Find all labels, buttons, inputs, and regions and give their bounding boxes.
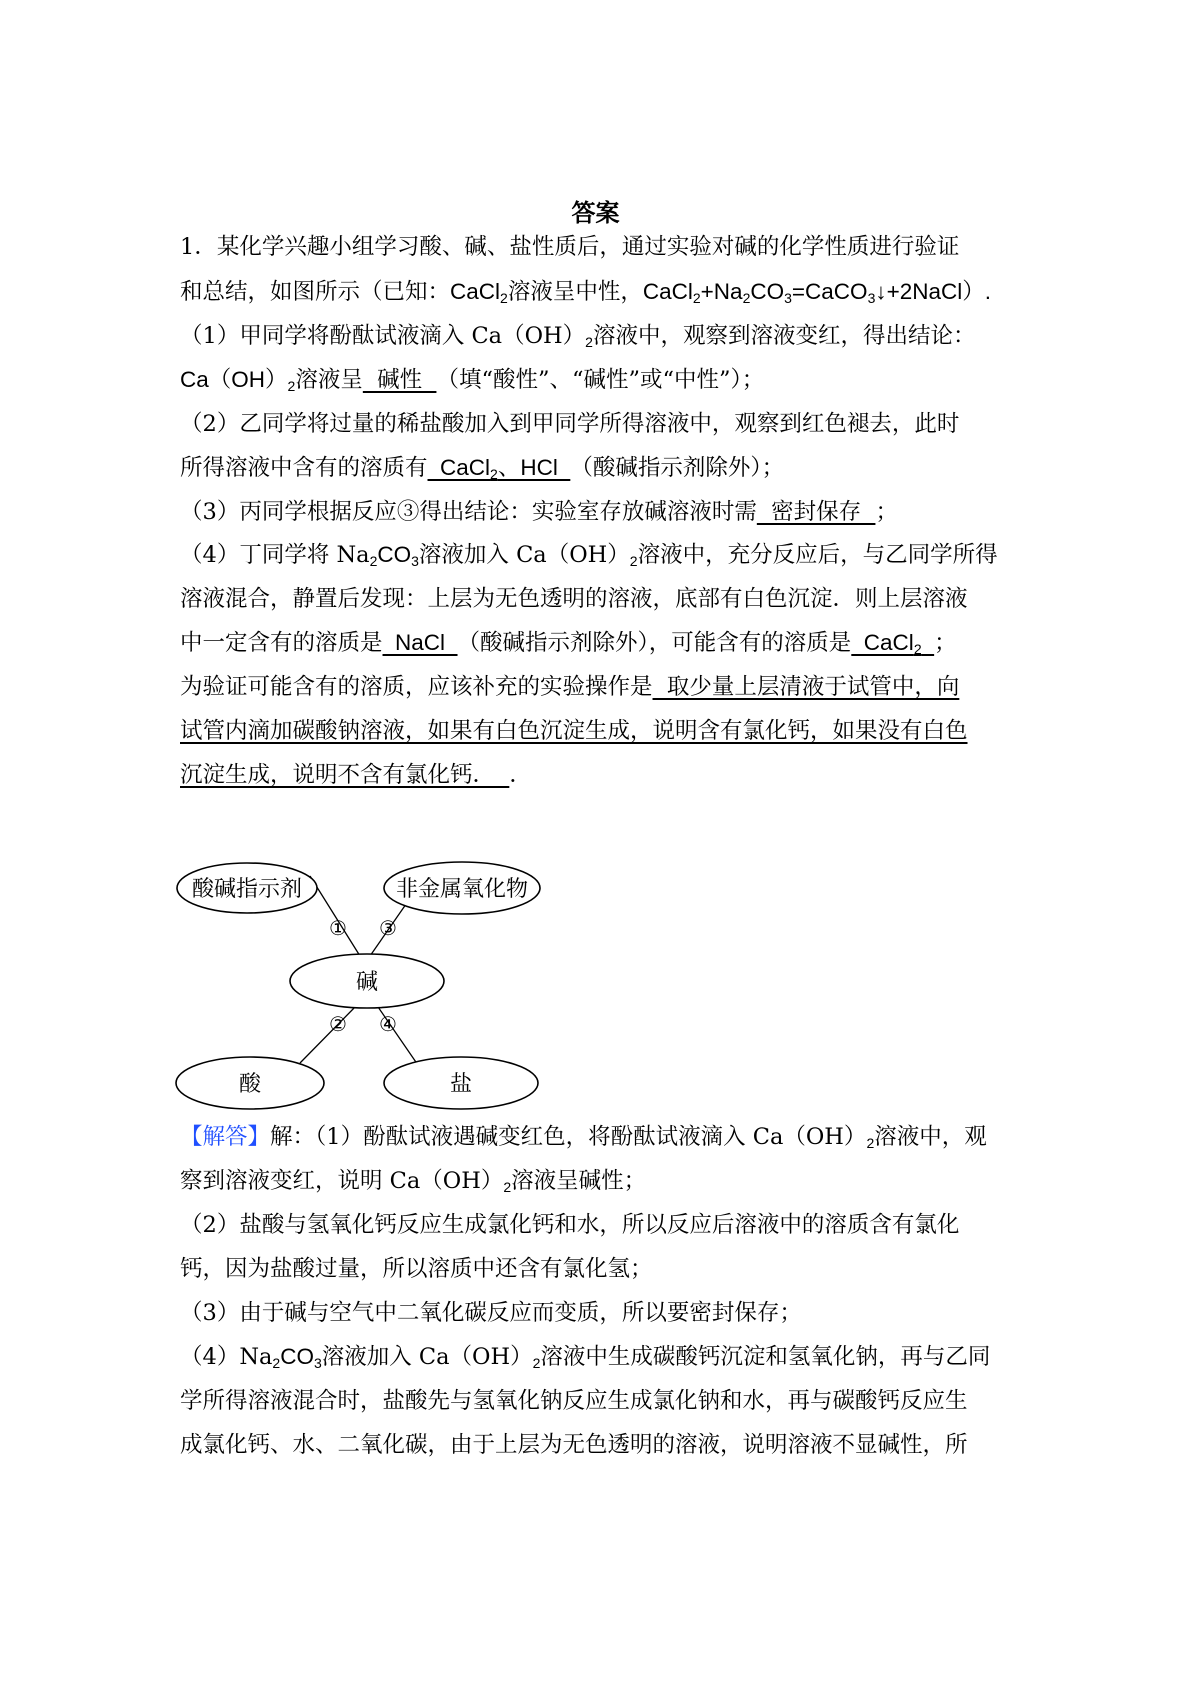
answer-blank: NaCl <box>382 630 458 655</box>
text: 溶液加入 Ca（OH） <box>321 1344 533 1370</box>
text: 和总结，如图所示（已知： <box>180 279 451 305</box>
text: （3）由于碱与空气中二氧化碳反应而变质，所以要密封保存； <box>180 1300 802 1326</box>
q1-line-2 <box>180 277 991 307</box>
reaction-label-4: ④ <box>379 1012 397 1036</box>
solution-line-4 <box>180 1254 653 1284</box>
text: （2）乙同学将过量的稀盐酸加入到甲同学所得溶液中，观察到红色褪去，此时 <box>180 411 960 437</box>
subscript: 3 <box>313 1355 322 1371</box>
q1-line-1 <box>180 232 959 262</box>
q1-part4-line-4 <box>180 672 959 702</box>
answer-blank <box>428 455 571 480</box>
answer-text: CaCl <box>851 630 914 655</box>
q1-part2-line-2 <box>180 453 784 483</box>
text: （酸碱指示剂除外），可能含有的溶质是 <box>457 630 852 656</box>
answer-blank: 沉淀生成，说明不含有氯化钙． <box>180 762 510 788</box>
text: 溶液中生成碳酸钙沉淀和氢氧化钠，再与乙同 <box>540 1344 991 1370</box>
subscript: 3 <box>784 290 792 306</box>
page-title: 答案 <box>571 198 620 227</box>
reaction-label-1: ① <box>329 916 347 940</box>
text: 溶液加入 Ca（OH） <box>418 542 630 568</box>
text: （4）Na <box>180 1344 273 1370</box>
solution-line-6 <box>180 1342 990 1372</box>
solution-line-5 <box>180 1298 802 1328</box>
text: ． <box>509 762 532 788</box>
text: （填“酸性”、“碱性”或“中性”）； <box>436 367 765 393</box>
formula: CO <box>280 1344 314 1369</box>
solution-line-1 <box>180 1122 987 1152</box>
subscript: 2 <box>490 466 498 482</box>
q1-part1-line-1 <box>180 321 975 351</box>
formula: ↓+2NaCl）. <box>875 279 992 304</box>
solution-line-3 <box>180 1210 959 1240</box>
text: 钙，因为盐酸过量，所以溶质中还含有氯化氢； <box>180 1256 653 1282</box>
subscript: 2 <box>742 290 751 306</box>
formula: =CaCO <box>791 279 868 304</box>
q1-part4-line-2 <box>180 584 968 614</box>
node-nonmetal-oxide-label: 非金属氧化物 <box>395 877 529 902</box>
text: （3）丙同学根据反应③得出结论：实验室存放碱溶液时需 <box>180 499 757 525</box>
q1-part3-line <box>180 497 898 527</box>
solution-line-8 <box>180 1430 968 1460</box>
text: 溶液呈中性， <box>507 279 643 305</box>
subscript: 3 <box>411 553 419 569</box>
text: （酸碱指示剂除外）； <box>570 455 785 481</box>
formula: Ca（OH） <box>180 367 288 392</box>
subscript: 2 <box>503 1179 512 1195</box>
answer-text: CaCl <box>427 455 491 480</box>
subscript: 2 <box>585 334 593 350</box>
text: 溶液呈 <box>295 367 363 393</box>
text: 学所得溶液混合时，盐酸先与氢氧化钠反应生成氯化钠和水，再与碳酸钙反应生 <box>180 1388 968 1414</box>
answer-pad <box>922 630 935 655</box>
q1-part4-line-5 <box>180 716 968 746</box>
text: 溶液中，观 <box>874 1124 987 1150</box>
q1-part4-line-6 <box>180 760 532 790</box>
answer-blank <box>851 630 934 655</box>
text: ； <box>875 499 898 525</box>
text: 1．某化学兴趣小组学习酸、碱、盐性质后，通过实验对碱的化学性质进行验证 <box>180 234 960 260</box>
subscript: 2 <box>692 290 701 306</box>
solution-line-2 <box>180 1166 646 1196</box>
subscript: 2 <box>369 553 378 569</box>
q1-part4-line-1 <box>180 540 998 570</box>
node-indicator-label: 酸碱指示剂 <box>191 877 303 902</box>
text: 溶液呈碱性； <box>511 1168 647 1194</box>
solution-line-7 <box>180 1386 968 1416</box>
text: （4）丁同学将 Na <box>180 542 370 568</box>
formula: CaCl <box>450 279 501 304</box>
subscript: 2 <box>913 641 922 657</box>
text: 所得溶液中含有的溶质有 <box>180 455 428 481</box>
formula: +Na <box>700 279 743 304</box>
formula: CO <box>377 542 412 567</box>
subscript: 2 <box>629 553 638 569</box>
subscript: 3 <box>867 290 876 306</box>
answer-blank: 密封保存 <box>756 499 876 525</box>
subscript: 2 <box>866 1135 875 1151</box>
text: 解：（1）酚酞试液遇碱变红色，将酚酞试液滴入 Ca（OH） <box>270 1124 867 1150</box>
subscript: 2 <box>532 1355 541 1371</box>
text: （1）甲同学将酚酞试液滴入 Ca（OH） <box>180 323 586 349</box>
subscript: 2 <box>500 290 508 306</box>
text: 成氯化钙、水、二氧化碳，由于上层为无色透明的溶液，说明溶液不显碱性，所 <box>180 1432 968 1458</box>
reaction-label-2: ② <box>329 1012 347 1036</box>
text: 溶液中，充分反应后，与乙同学所得 <box>637 542 998 568</box>
answer-blank: 取少量上层清液于试管中，向 <box>652 674 960 700</box>
q1-part4-line-3 <box>180 628 957 658</box>
solution-tag: 【解答】 <box>180 1124 271 1150</box>
node-base-label: 碱 <box>355 970 379 995</box>
formula: CO <box>750 279 785 304</box>
text: ； <box>934 630 957 656</box>
text: 察到溶液变红，说明 Ca（OH） <box>180 1168 504 1194</box>
subscript: 2 <box>287 378 296 394</box>
subscript: 2 <box>272 1355 281 1371</box>
answer-text: 、HCl <box>497 455 571 480</box>
text: 溶液中，观察到溶液变红，得出结论： <box>592 323 976 349</box>
text: 为验证可能含有的溶质，应该补充的实验操作是 <box>180 674 653 700</box>
text: 中一定含有的溶质是 <box>180 630 383 656</box>
formula: CaCl <box>642 279 693 304</box>
node-salt-label: 盐 <box>449 1072 473 1097</box>
answer-blank: 试管内滴加碳酸钠溶液，如果有白色沉淀生成，说明含有氯化钙，如果没有白色 <box>180 718 968 744</box>
q1-part1-line-2 <box>180 365 764 395</box>
q1-part2-line-1 <box>180 409 959 439</box>
base-properties-diagram <box>175 858 585 1123</box>
text: （2）盐酸与氢氧化钙反应生成氯化钙和水，所以反应后溶液中的溶质含有氯化 <box>180 1212 960 1238</box>
text: 溶液混合，静置后发现：上层为无色透明的溶液，底部有白色沉淀．则上层溶液 <box>180 586 968 612</box>
node-acid-label: 酸 <box>238 1072 262 1097</box>
answer-blank: 碱性 <box>362 367 437 393</box>
reaction-label-3: ③ <box>379 916 397 940</box>
